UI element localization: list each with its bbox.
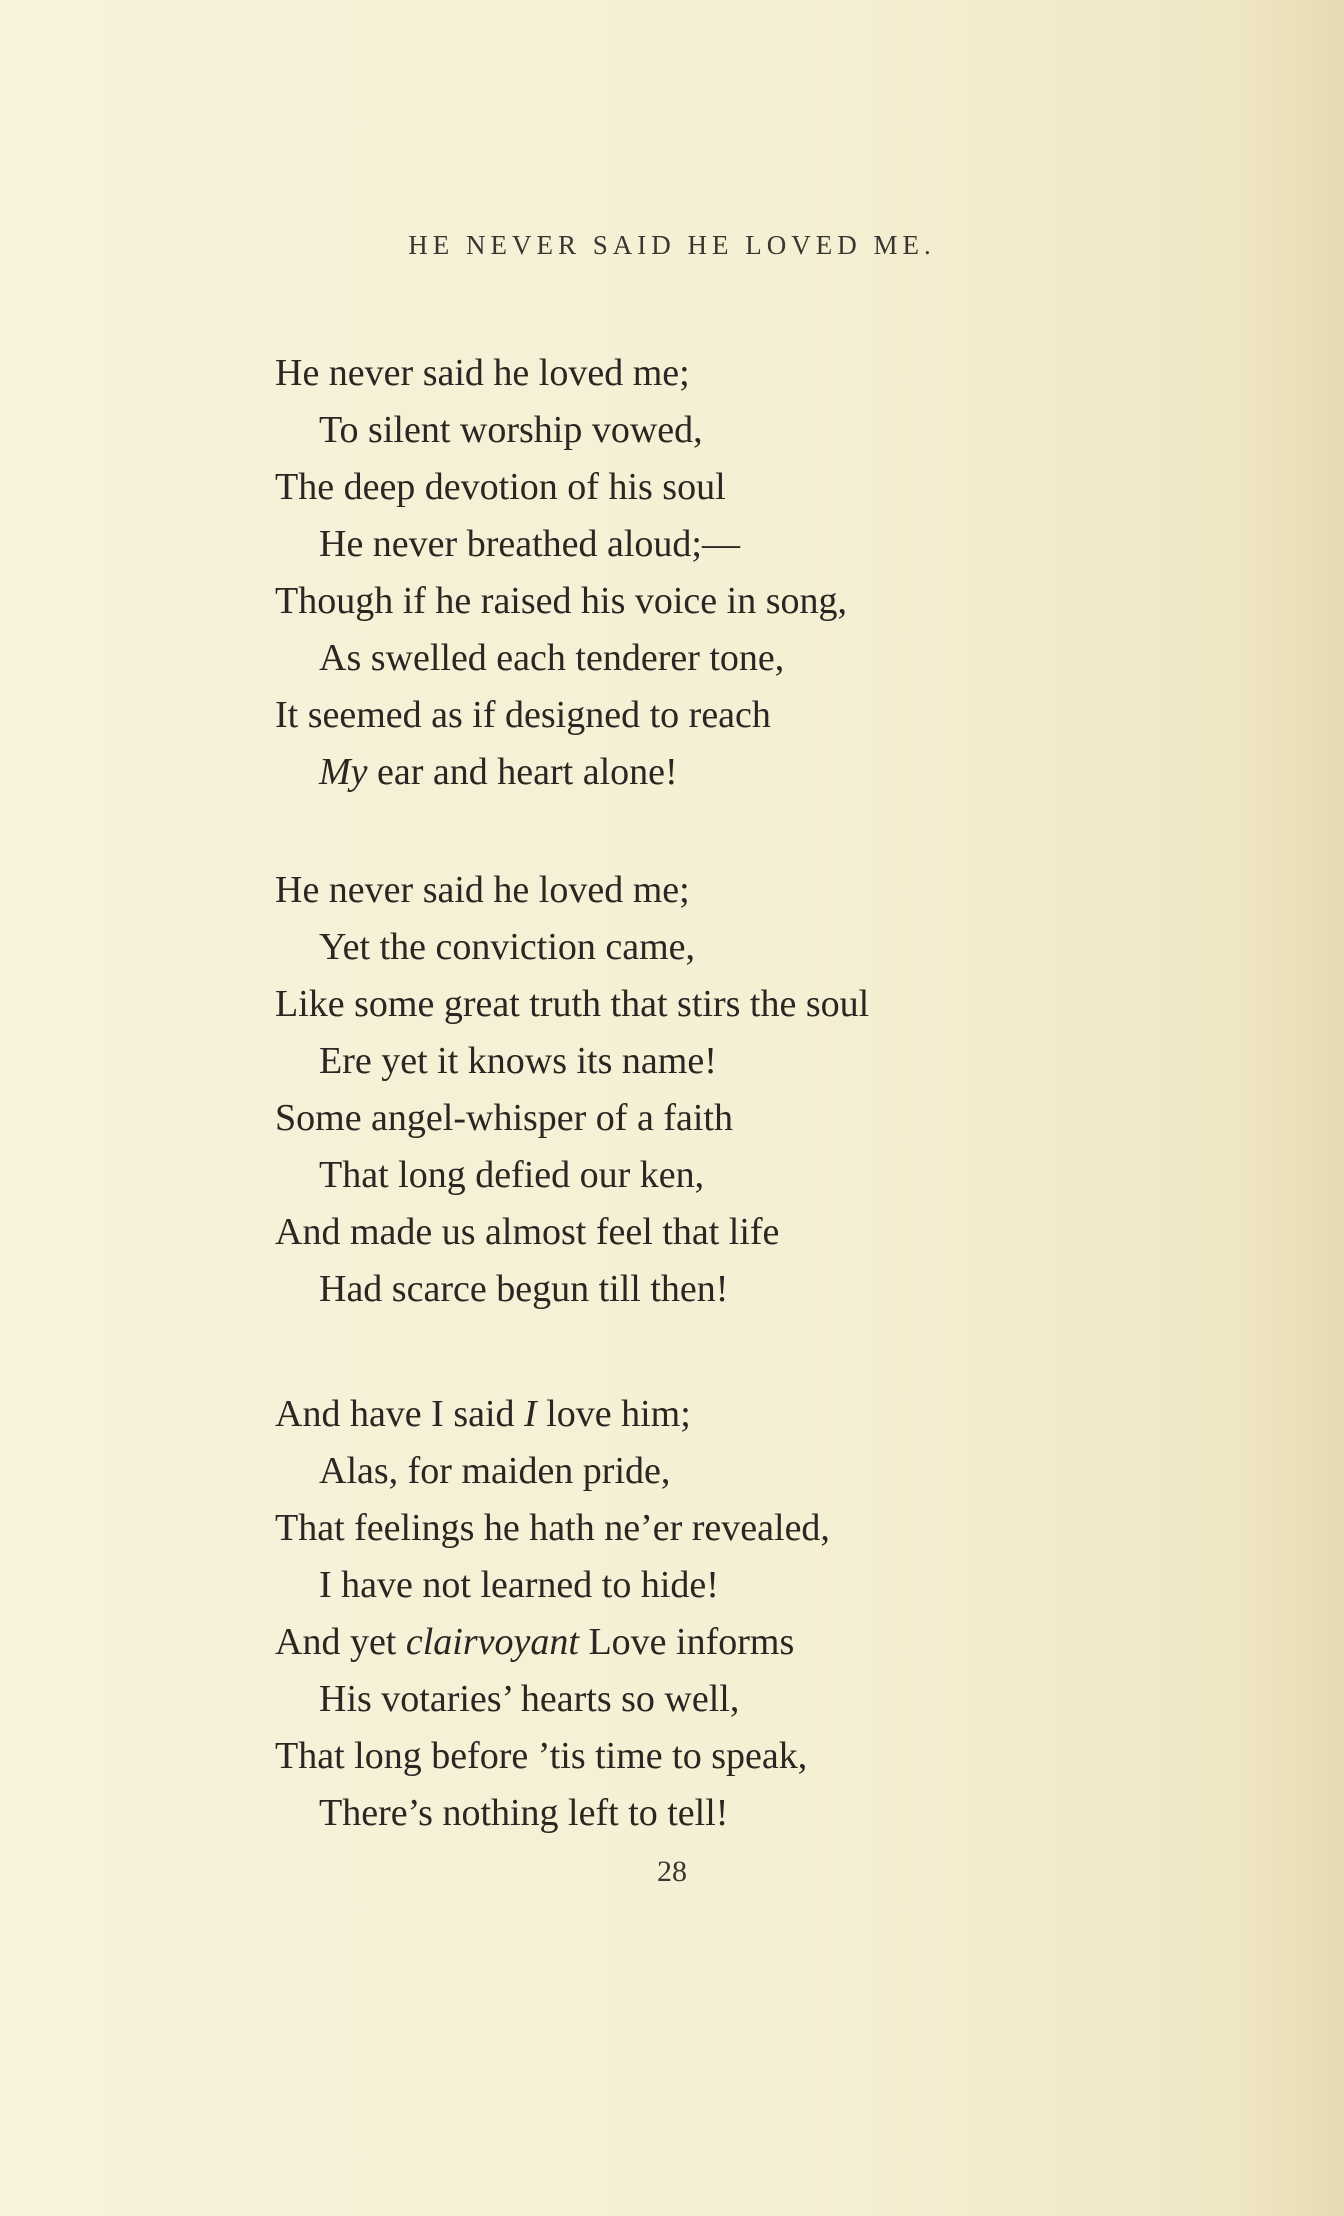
running-header: HE NEVER SAID HE LOVED ME. [408,230,936,260]
poem-line: Some angel-whisper of a faith [275,1097,733,1139]
poem-line-post: Love informs [578,1621,795,1663]
emphasis-word: clairvoyant [405,1621,579,1663]
poem-line: That long before ’tis time to speak, [275,1735,808,1777]
stanza-3 [275,1386,1175,1842]
poem-line: He never said he loved me; [275,352,690,394]
poem-line-post: ear and heart alone! [367,751,678,793]
poem-line-pre: And have I said [275,1393,525,1435]
stanza-1 [275,345,1175,801]
poem-line: As swelled each tenderer tone, [319,637,785,679]
poem-line: He never breathed aloud;— [319,523,740,565]
poem-line: The deep devotion of his soul [275,466,726,508]
poem-line: To silent worship vowed, [319,409,703,451]
page-number: 28 [657,1855,687,1888]
poem-line: Had scarce begun till then! [319,1268,729,1310]
poem-line: It seemed as if designed to reach [275,694,771,736]
emphasis-word: My [319,751,368,793]
poem-line: Like some great truth that stirs the soul [275,983,870,1025]
poem-line: Yet the conviction came, [319,926,696,968]
poem-line: He never said he loved me; [275,869,690,911]
poem-line: Ere yet it knows its name! [319,1040,717,1082]
poem-line: There’s nothing left to tell! [319,1792,729,1834]
poem-line: Though if he raised his voice in song, [275,580,848,622]
poem-line [275,1614,1175,1671]
poem-line: Alas, for maiden pride, [319,1450,671,1492]
poem-line: His votaries’ hearts so well, [319,1678,740,1720]
poem-line: That long defied our ken, [319,1154,705,1196]
stanza-2 [275,862,1175,1318]
poem-line: I have not learned to hide! [319,1564,719,1606]
poem-line [275,744,1175,801]
emphasis-word: I [524,1393,537,1435]
poem-line-post: love him; [536,1393,691,1435]
poem-line-pre: And yet [275,1621,406,1663]
poem-line: That feelings he hath ne’er revealed, [275,1507,830,1549]
poem-line: And made us almost feel that life [275,1211,780,1253]
poem-line [275,1386,1175,1443]
